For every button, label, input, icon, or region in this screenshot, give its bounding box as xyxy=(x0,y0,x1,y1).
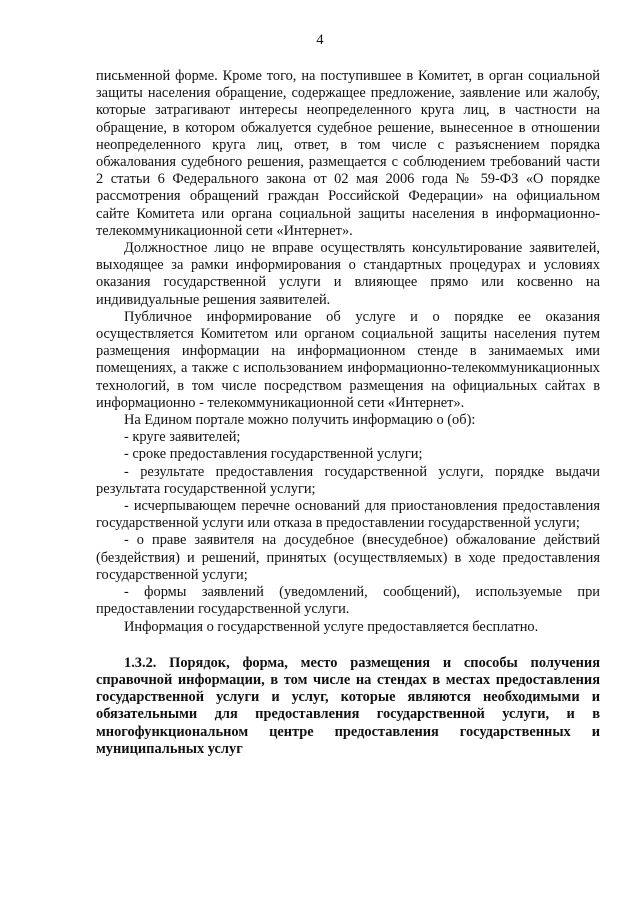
page-number: 4 xyxy=(316,32,324,48)
list-item-forms: - формы заявлений (уведомлений, сообщений), используемые при предоставлении государственной услуги. xyxy=(96,584,600,618)
paragraph-free-of-charge: Информация о государственной услуге предоставляется бесплатно. xyxy=(124,618,539,635)
section-heading: 1.3.2. Порядок, форма, место размещения и способы получения справочной информации, в том числе на стендах в местах предоставления государственной услуги и услуг, которые являются необходимыми и обязательными для предоставления государственной услуги, и в многофункциональном центре предоставления государственных и муниципальных услуг xyxy=(96,654,600,757)
list-item-grounds: - исчерпывающем перечне оснований для приостановления предоставления государственной услуги или отказа в предоставлении государственной услуги; xyxy=(96,498,600,532)
list-item-result: - результате предоставления государственной услуги, порядке выдачи результата государственной услуги; xyxy=(96,463,600,497)
document-body xyxy=(96,68,600,758)
paragraph-continuation: письменной форме. Кроме того, на поступившее в Комитет, в орган социальной защиты населения обращение, содержащее предложение, заявление или жалобу, которые затрагивают интересы неопределенного круга лиц, в частности на обращение, в котором обжалуется судебное решение, вынесенное в отношении неопределенного круга лиц, ответ, в том числе с разъяснением порядка обжалования судебного решения, размещается с соблюдением требований части 2 статьи 6 Федерального закона от 02 мая 2006 года № 59-ФЗ «О порядке рассмотрения обращений граждан Российской Федерации» на официальном сайте Комитета или органа социальной защиты населения в информационно-телекоммуникационной сети «Интернет». xyxy=(96,68,600,239)
section-spacer xyxy=(96,636,600,655)
paragraph-portal-intro: На Едином портале можно получить информацию о (об): xyxy=(124,412,476,429)
list-item-appeal-right: - о праве заявителя на досудебное (внесудебное) обжалование действий (бездействия) и решений, принятых (осуществляемых) в ходе предоставления государственной услуги; xyxy=(96,532,600,583)
list-item-terms: - сроке предоставления государственной услуги; xyxy=(124,446,423,463)
paragraph-public-informing: Публичное информирование об услуге и о порядке ее оказания осуществляется Комитетом или органом социальной защиты населения путем размещения информации на информационном стенде в занимаемых ими помещениях, а также с использованием информационно-телекоммуникационных технологий, в том числе посредством размещения на официальных сайтах в информационно - телекоммуникационной сети «Интернет». xyxy=(96,308,600,411)
paragraph-official-restriction: Должностное лицо не вправе осуществлять консультирование заявителей, выходящее за рамки информирования о стандартных процедурах и условиях оказания государственной услуги и влияющее прямо или косвенно на индивидуальные решения заявителей. xyxy=(96,240,600,308)
list-item-applicants: - круге заявителей; xyxy=(124,429,241,446)
